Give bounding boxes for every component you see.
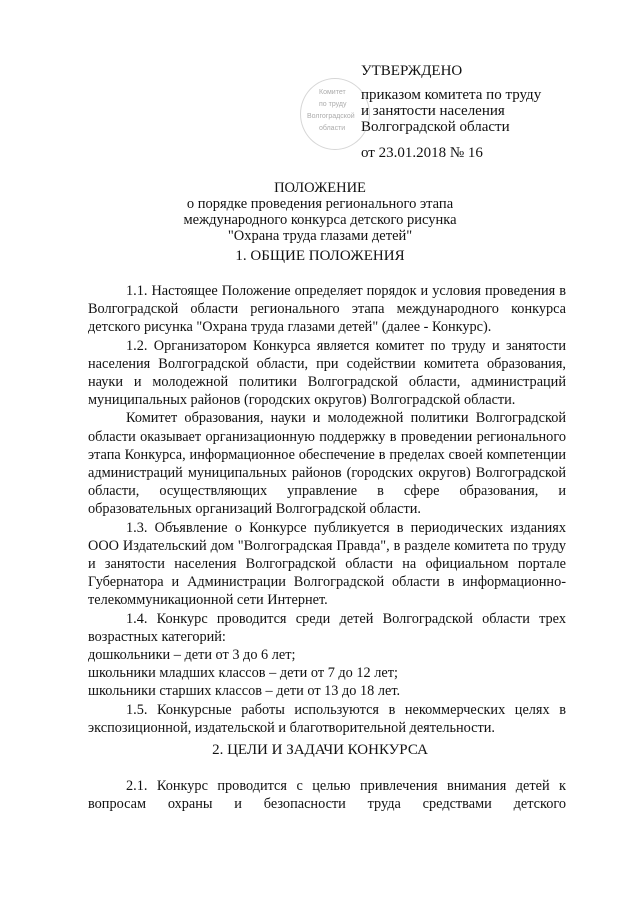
- document-subtitle-1: о порядке проведения регионального этапа: [186, 196, 454, 212]
- document-subtitle-3: "Охрана труда глазами детей": [227, 228, 413, 244]
- approval-line-1: приказом комитета по труду: [361, 87, 542, 103]
- document-title: ПОЛОЖЕНИЕ: [274, 180, 366, 196]
- category-item: дошкольники – дети от 3 до 6 лет;: [88, 647, 296, 664]
- paragraph-1-1: 1.1. Настоящее Положение определяет порядок и условия проведения в Волгоградской области регионального этапа международного конкурса детского рисунка "Охрана труда глазами детей" (далее - Конкурс).: [88, 283, 566, 336]
- category-item: школьники младших классов – дети от 7 до 12 лет;: [88, 665, 398, 682]
- paragraph-2-1: 2.1. Конкурс проводится с целью привлечения внимания детей к вопросам охраны и безопасности труда средствами детского: [88, 778, 566, 813]
- document-subtitle-2: международного конкурса детского рисунка: [183, 212, 457, 228]
- paragraph-1-5: 1.5. Конкурсные работы используются в некоммерческих целях в экспозиционной, издательской и благотворительной деятельности.: [88, 701, 566, 736]
- official-stamp: [300, 78, 370, 150]
- approval-date: от 23.01.2018 № 16: [361, 145, 483, 161]
- approval-line-3: Волгоградской области: [361, 119, 510, 135]
- paragraph-1-2b: Комитет образования, науки и молодежной политики Волгоградской области оказывает организационную поддержку в проведении регионального этапа Конкурса, информационное обеспечение в пределах своей компетенции администраций муниципальных районов (городских округов) Волгоградской области, осуществляющих управление в сфере образования, и образовательных организаций Волгоградской области.: [88, 410, 566, 518]
- category-item: школьники старших классов – дети от 13 до 18 лет.: [88, 683, 401, 700]
- approval-line-2: и занятости населения: [361, 103, 505, 119]
- stamp-line: по труду: [319, 101, 347, 108]
- section-2-title: 2. ЦЕЛИ И ЗАДАЧИ КОНКУРСА: [212, 742, 428, 758]
- document-heading: [0, 180, 640, 244]
- section-1-title: 1. ОБЩИЕ ПОЛОЖЕНИЯ: [235, 248, 405, 264]
- paragraph-1-3: 1.3. Объявление о Конкурсе публикуется в периодических изданиях ООО Издательский дом "Волгоградская Правда", в разделе комитета по труду и занятости населения Волгоградской области на официальном портале Губернатора и Администрации Волгоградской области в информационно-телекоммуникационной сети Интернет.: [88, 519, 566, 609]
- stamp-line: Комитет: [319, 89, 346, 96]
- approval-title: УТВЕРЖДЕНО: [361, 63, 463, 79]
- section-2-body: [88, 777, 566, 813]
- paragraph-1-4: 1.4. Конкурс проводится среди детей Волгоградской области трех возрастных категорий:: [88, 610, 566, 645]
- paragraph-1-2: 1.2. Организатором Конкурса является комитет по труду и занятости населения Волгоградской области, при содействии комитета образования, науки и молодежной политики Волгоградской области, администраций муниципальных районов (городских округов) Волгоградской области.: [88, 337, 566, 409]
- stamp-line: Волгоградской: [307, 113, 355, 120]
- section-1-body: [88, 282, 566, 737]
- stamp-line: области: [319, 125, 346, 132]
